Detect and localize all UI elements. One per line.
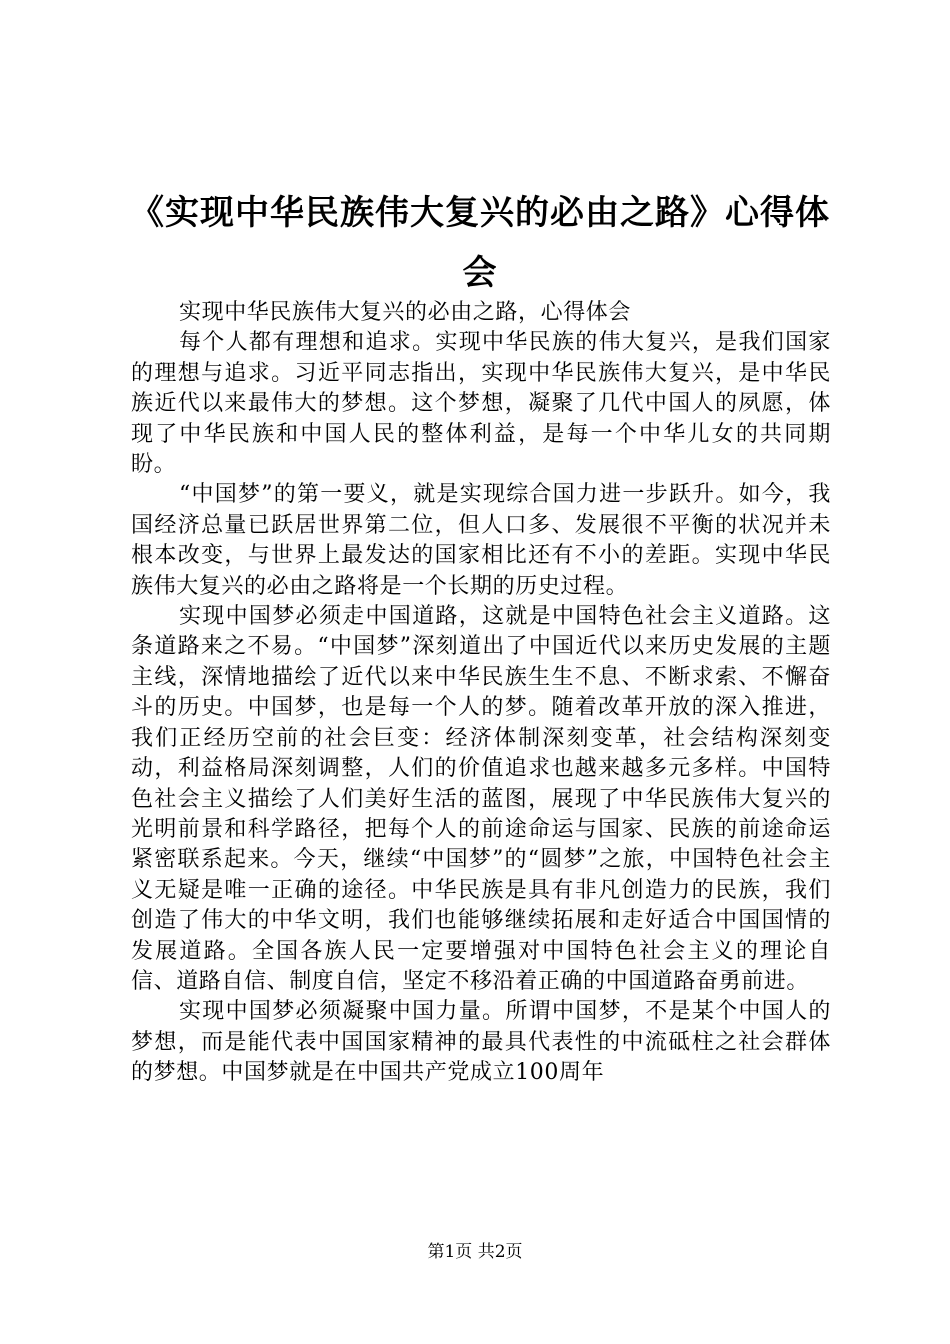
paragraph: “中国梦”的第一要义，就是实现综合国力进一步跃升。如今，我国经济总量已跃居世界第二位，但人口多、发展很不平衡的状况并未根本改变，与世界上最发达的国家相比还有不小的差距。实现中华民族伟大复兴的必由之路将是一个长期的历史过程。: [131, 482, 831, 599]
paragraph: 实现中国梦必须凝聚中国力量。所谓中国梦，不是某个中国人的梦想，而是能代表中国国家精神的最具代表性的中流砥柱之社会群体的梦想。中国梦就是在中国共产党成立100周年: [131, 999, 831, 1086]
page-footer: 第1页 共2页: [427, 1242, 523, 1262]
paragraph: 每个人都有理想和追求。实现中华民族的伟大复兴，是我们国家的理想与追求。习近平同志指出，实现中华民族伟大复兴，是中华民族近代以来最伟大的梦想。这个梦想，凝聚了几代中国人的夙愿，体现了中华民族和中国人民的整体利益，是每一个中华儿女的共同期盼。: [131, 330, 831, 478]
paragraph-subtitle: 实现中华民族伟大复兴的必由之路，心得体会: [179, 300, 632, 325]
paragraph: 实现中国梦必须走中国道路，这就是中国特色社会主义道路。这条道路来之不易。“中国梦”深刻道出了中国近代以来历史发展的主题主线，深情地描绘了近代以来中华民族生生不息、不断求索、不懈奋斗的历史。中国梦，也是每一个人的梦。随着改革开放的深入推进，我们正经历空前的社会巨变：经济体制深刻变革，社会结构深刻变动，利益格局深刻调整，人们的价值追求也越来越多元多样。中国特色社会主义描绘了人们美好生活的蓝图，展现了中华民族伟大复兴的光明前景和科学路径，把每个人的前途命运与国家、民族的前途命运紧密联系起来。今天，继续“中国梦”的“圆梦”之旅，中国特色社会主义无疑是唯一正确的途径。中华民族是具有非凡创造力的民族，我们创造了伟大的中华文明，我们也能够继续拓展和走好适合中国国情的发展道路。全国各族人民一定要增强对中国特色社会主义的理论自信、道路自信、制度自信，坚定不移沿着正确的中国道路奋勇前进。: [131, 604, 831, 994]
document-body: [131, 298, 831, 1089]
document-title: 《实现中华民族伟大复兴的必由之路》心得体会: [130, 193, 830, 293]
